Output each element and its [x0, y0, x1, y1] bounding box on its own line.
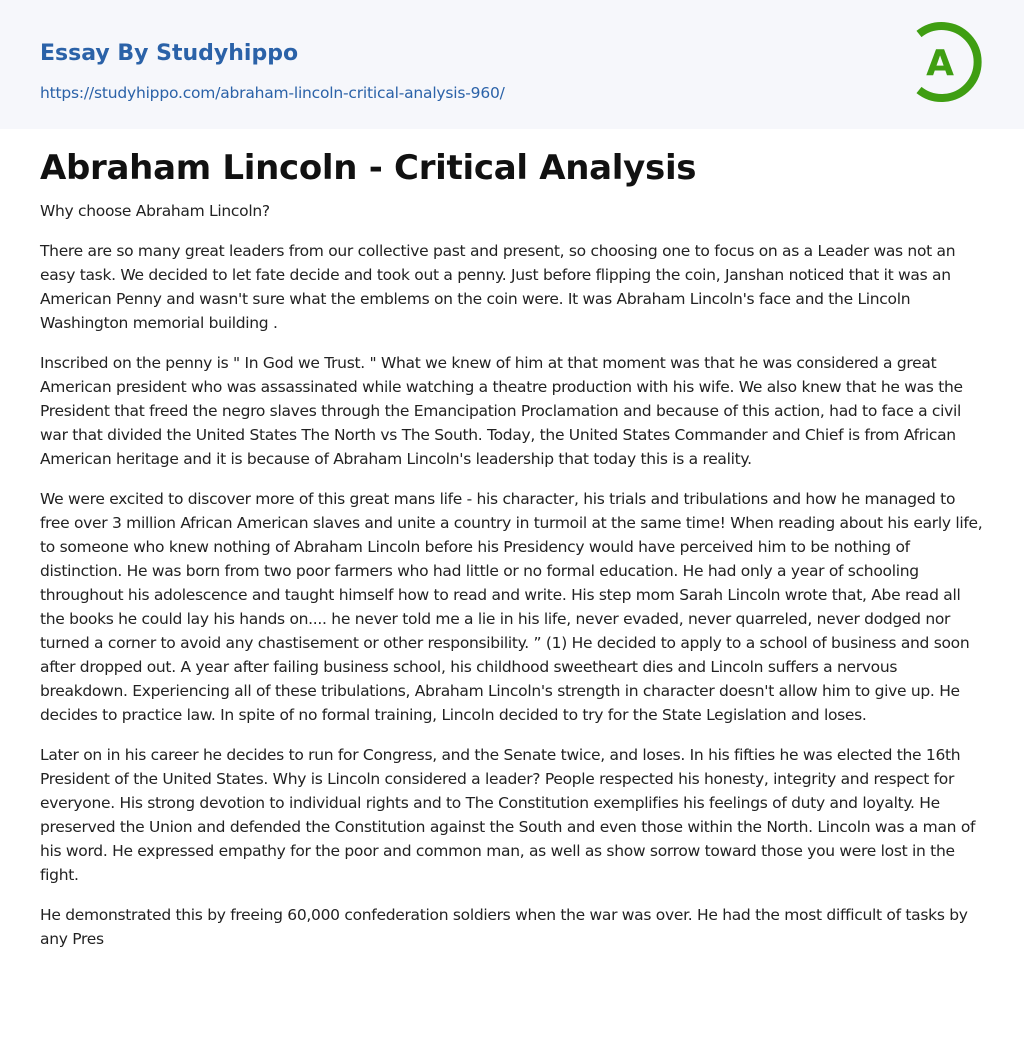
essay-url-link[interactable]: https://studyhippo.com/abraham-lincoln-critical-analysis-960/ — [40, 84, 505, 102]
paragraph: He demonstrated this by freeing 60,000 confederation soldiers when the war was over. He had the most difficult of tasks by any Pres — [40, 906, 968, 948]
paragraph: Later on in his career he decides to run for Congress, and the Senate twice, and loses. In his fifties he was elected the 16th President of the United States. Why is Lincoln considered a leader? People respected his honesty, integrity and respect for everyone. His strong devotion to individual rights and to The Constitution exemplifies his feelings of duty and loyalty. He preserved the Union and defended the Constitution against the South and even those within the North. Lincoln was a man of his word. He expressed empathy for the poor and common man, as well as show sorrow toward those you were lost in the fight. — [40, 746, 976, 884]
site-header — [0, 0, 1024, 129]
brand-title[interactable]: Essay By Studyhippo — [40, 41, 299, 66]
article — [0, 147, 1024, 951]
paragraph: There are so many great leaders from our collective past and present, so choosing one to focus on as a Leader was not an easy task. We decided to let fate decide and took out a penny. Just before flipping the coin, Janshan noticed that it was an American Penny and wasn't sure what the emblems on the coin were. It was Abraham Lincoln's face and the Lincoln Washington memorial building . — [40, 242, 956, 332]
article-subtitle: Why choose Abraham Lincoln? — [40, 202, 270, 220]
paragraph: We were excited to discover more of this great mans life - his character, his trials and tribulations and how he managed to free over 3 million African American slaves and unite a country in turmoil at the same time! When reading about his early life, to someone who knew nothing of Abraham Lincoln before his Presidency would have perceived him to be nothing of distinction. He was born from two poor farmers who had little or no formal education. He had only a year of schooling throughout his adolescence and taught himself how to read and write. His step mom Sarah Lincoln wrote that, Abe read all the books he could lay his hands on.... he never told me a lie in his life, never evaded, never quarreled, never dodged nor turned a corner to avoid any chastisement or other responsibility. ” (1) He decided to apply to a school of business and soon after dropped out. A year after failing business school, his childhood sweetheart dies and Lincoln suffers a nervous breakdown. Experiencing all of these tribulations, Abraham Lincoln's strength in character doesn't allow him to give up. He decides to practice law. In spite of no formal training, Lincoln decided to try for the State Legislation and loses. — [40, 490, 983, 724]
paragraph: Inscribed on the penny is " In God we Trust. " What we knew of him at that moment was that he was considered a great American president who was assassinated while watching a theatre production with his wife. We also knew that he was the President that freed the negro slaves through the Emancipation Proclamation and because of this action, had to face a civil war that divided the United States The North vs The South. Today, the United States Commander and Chief is from African American heritage and it is because of Abraham Lincoln's leadership that today this is a reality. — [40, 354, 963, 468]
studyhippo-logo-icon[interactable] — [914, 20, 986, 104]
page-title: Abraham Lincoln - Critical Analysis — [40, 148, 697, 188]
svg-text:A: A — [926, 43, 954, 84]
